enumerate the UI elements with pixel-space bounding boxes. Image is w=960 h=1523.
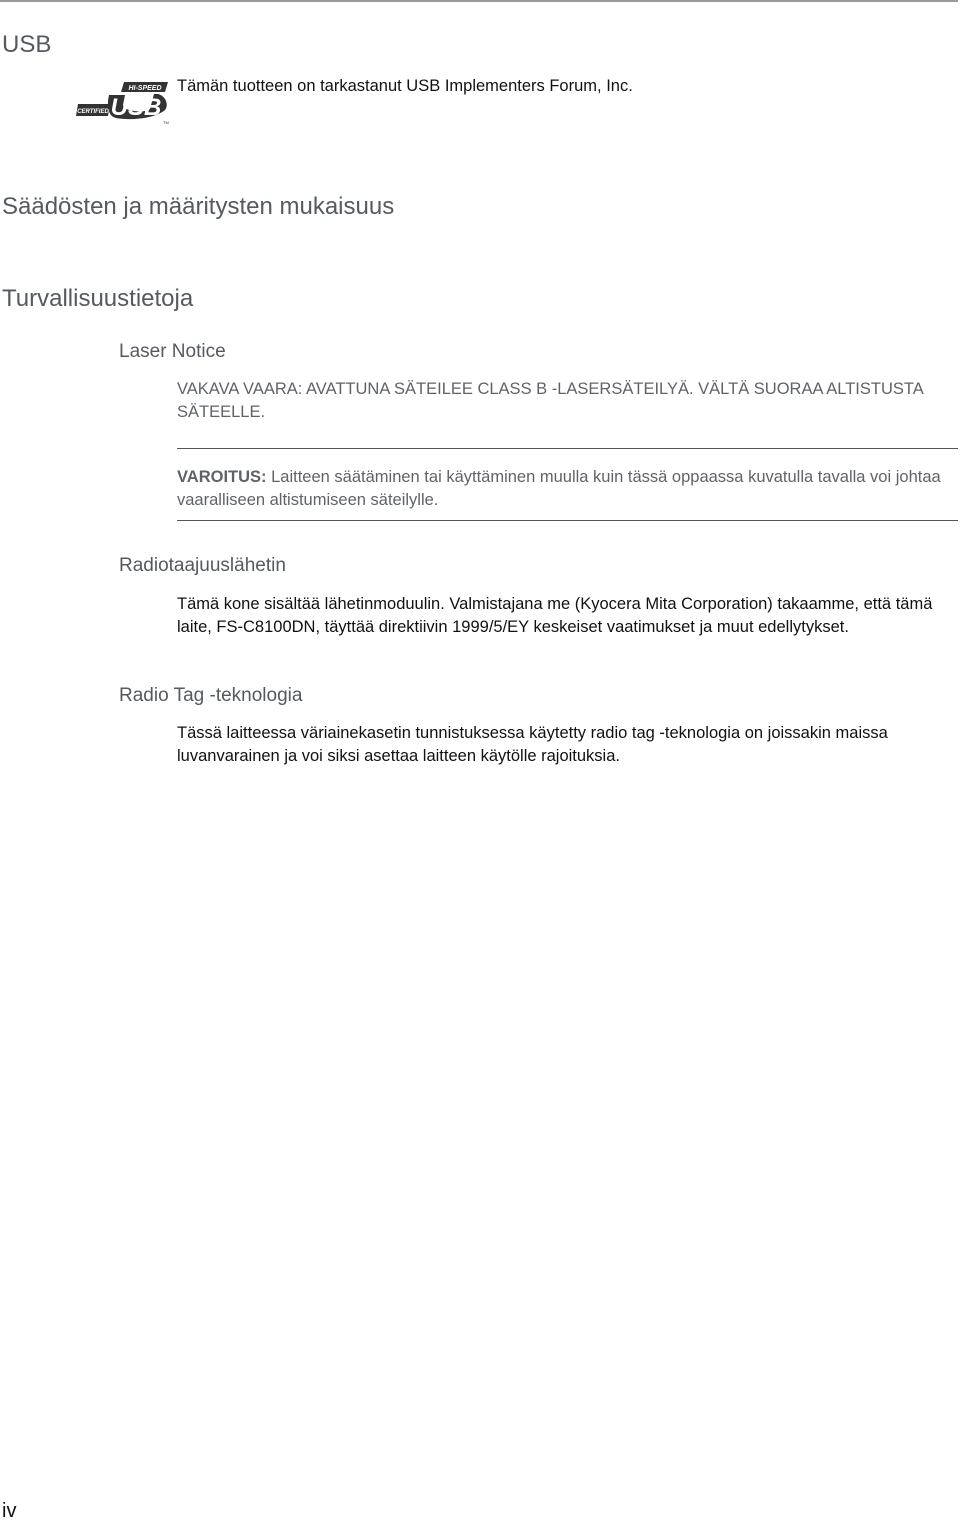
usb-certification-text: Tämän tuotteen on tarkastanut USB Implementers Forum, Inc. [177,77,633,95]
laser-caution-paragraph [177,466,952,512]
laser-danger-warning: VAKAVA VAARA: AVATTUNA SÄTEILEE CLASS B -LASERSÄTEILYÄ. VÄLTÄ SUORAA ALTISTUSTA SÄTEELLE. [177,380,923,421]
safety-heading: Turvallisuustietoja [2,285,194,312]
radio-tag-heading: Radio Tag -teknologia [119,685,303,706]
laser-notice-heading: Laser Notice [119,341,226,362]
warning-top-rule [177,448,958,449]
usb-logo-icon [76,80,170,126]
svg-text:CERTIFIED: CERTIFIED [77,109,109,115]
usb-hi-speed-certified-logo [76,80,170,126]
svg-text:TM: TM [163,120,169,125]
svg-text:HI-SPEED: HI-SPEED [128,85,162,92]
usb-heading: USB [2,31,52,58]
radio-tag-text: Tässä laitteessa väriainekasetin tunnistuksessa käytetty radio tag -teknologia on joissakin maissa luvanvarainen ja voi siksi asettaa laitteen käytölle rajoituksia. [177,724,888,765]
warning-bottom-rule [177,520,958,521]
page-number: iv [2,1500,17,1522]
top-rule [0,0,958,2]
compliance-heading: Säädösten ja määritysten mukaisuus [2,193,395,220]
caution-text: Laitteen säätäminen tai käyttäminen muulla kuin tässä oppaassa kuvatulla tavalla voi johtaa vaaralliseen altistumiseen säteilylle. [177,468,941,509]
radio-transmitter-text: Tämä kone sisältää lähetinmoduulin. Valmistajana me (Kyocera Mita Corporation) takaamme, että tämä laite, FS-C8100DN, täyttää direktiivin 1999/5/EY keskeiset vaatimukset ja muut edellytykset. [177,595,933,636]
svg-text:USB: USB [110,94,162,121]
radio-transmitter-heading: Radiotaajuuslähetin [119,555,286,576]
caution-label: VAROITUS: [177,468,267,486]
